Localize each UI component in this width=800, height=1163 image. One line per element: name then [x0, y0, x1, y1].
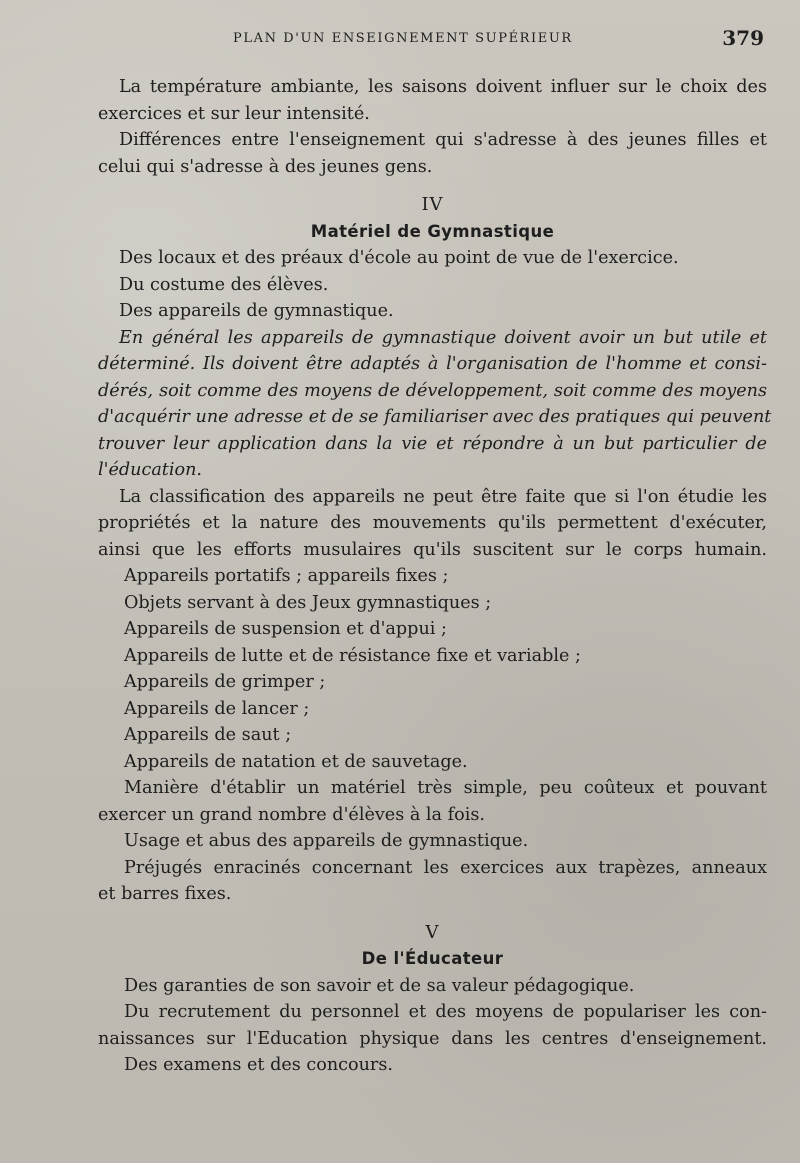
list-item-5: Appareils de grimper ; [124, 672, 326, 692]
section-numeral-iv: IV [421, 194, 444, 215]
list-item-4: Appareils de lutte et de résistance fixe et variable ; [124, 645, 581, 666]
paragraph-line-4: celui qui s'adresse à des jeunes gens. [98, 156, 433, 177]
section-numeral-v: V [425, 921, 440, 943]
paragraph-line-1: La température ambiante, les saisons doivent influer sur le choix des [119, 77, 767, 97]
list-item-1: Appareils portatifs ; appareils fixes ; [124, 566, 449, 586]
section-title-materiel: Matériel de Gymnastique [310, 221, 555, 241]
section-v-line-1: Des garanties de son savoir et de sa valeur pédagogique. [124, 975, 635, 996]
section-iv-line-1: Des locaux et des préaux d'école au point de vue de l'exercice. [119, 248, 679, 268]
closing-line-5: et barres fixes. [98, 884, 232, 904]
italic-line-1: En général les appareils de gymnastique doivent avoir un but utile et [119, 327, 767, 348]
running-head: PLAN D'UN ENSEIGNEMENT SUPÉRIEUR [233, 31, 573, 46]
italic-line-3: dérés, soit comme des moyens de développement, soit comme des moyens [98, 380, 767, 401]
closing-line-3: Usage et abus des appareils de gymnastique. [124, 831, 529, 851]
page-content [98, 74, 772, 1079]
list-item-7: Appareils de saut ; [124, 725, 292, 745]
closing-line-1: Manière d'établir un matériel très simple, peu coûteux et pouvant [124, 778, 767, 798]
section-iv-line-3: Des appareils de gymnastique. [119, 301, 394, 321]
section-space-2 [98, 908, 767, 920]
paragraph-line-2: exercices et sur leur intensité. [98, 103, 370, 124]
section-space [98, 180, 767, 192]
classification-line-1: La classification des appareils ne peut être faite que si l'on étudie les [119, 486, 767, 507]
italic-line-6: l'éducation. [98, 460, 203, 480]
list-item-2: Objets servant à des Jeux gymnastiques ; [124, 592, 492, 613]
page-header [0, 26, 800, 55]
classification-line-3: ainsi que les efforts musulaires qu'ils suscitent sur le corps humain. [98, 539, 767, 560]
section-title-educateur: De l'Éducateur [361, 949, 504, 968]
section-v-line-4: Des examens et des concours. [124, 1055, 393, 1075]
closing-line-2: exercer un grand nombre d'élèves à la fois. [98, 804, 485, 825]
section-v-line-2: Du recrutement du personnel et des moyens de populariser les con- [124, 1002, 767, 1022]
italic-line-5: trouver leur application dans la vie et répondre à un but particulier de [98, 433, 767, 454]
italic-line-4: d'acquérir une adresse et de se familiariser avec des pratiques qui peuvent [98, 407, 772, 427]
list-item-3: Appareils de suspension et d'appui ; [124, 619, 447, 639]
paragraph-line-3: Différences entre l'enseignement qui s'adresse à des jeunes filles et [119, 130, 767, 150]
section-v-line-3: naissances sur l'Education physique dans les centres d'enseignement. [98, 1028, 767, 1049]
classification-line-2: propriétés et la nature des mouvements qu'ils permettent d'exécuter, [98, 513, 767, 533]
section-iv-line-2: Du costume des élèves. [119, 274, 329, 295]
closing-line-4: Préjugés enracinés concernant les exercices aux trapèzes, anneaux [124, 857, 767, 878]
italic-line-2: déterminé. Ils doivent être adaptés à l'organisation de l'homme et consi- [98, 354, 767, 374]
list-item-8: Appareils de natation et de sauvetage. [124, 751, 468, 772]
page-number: 379 [722, 26, 764, 50]
list-item-6: Appareils de lancer ; [124, 698, 310, 719]
